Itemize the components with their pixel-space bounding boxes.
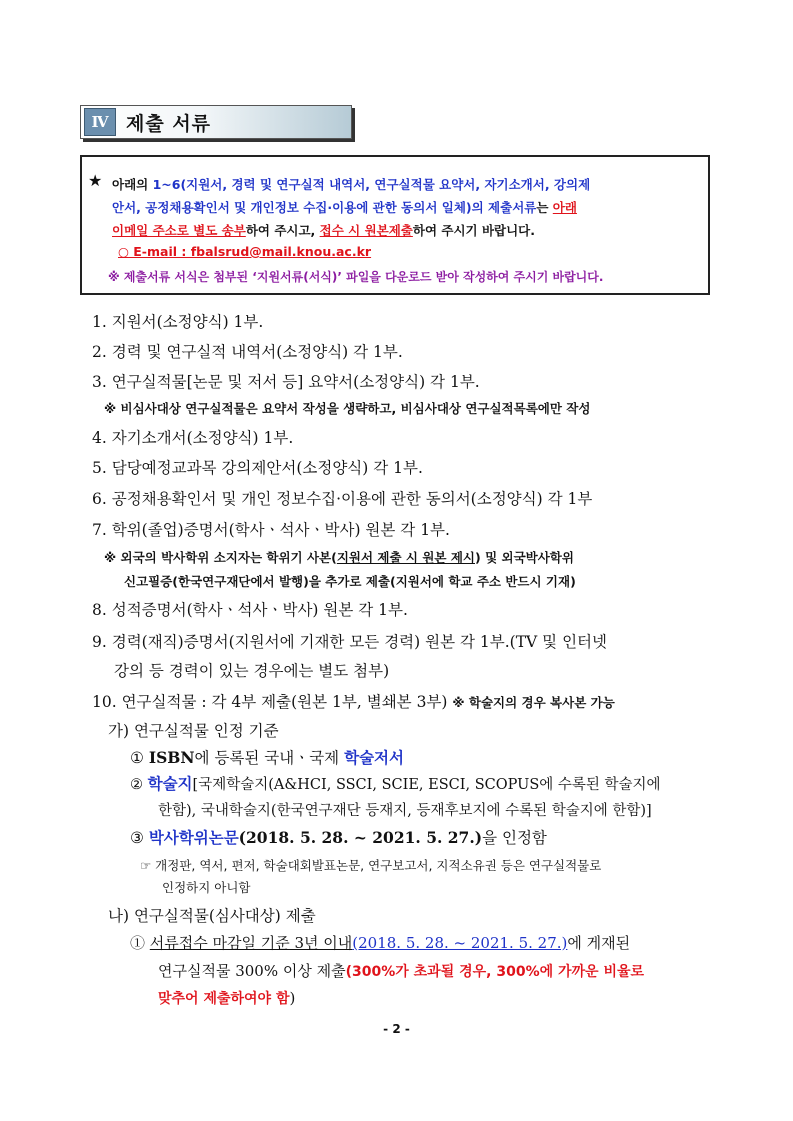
sub-ga-3: ③ 박사학위논문(2018. 5. 28. ~ 2021. 5. 27.)을 인정함 [130,828,547,847]
sub-ga-1: ① ISBN에 등록된 국내ㆍ국제 학술저서 [130,748,404,767]
sub-ga-note-2: 인정하지 아니함 [162,880,251,895]
item-2: 2. 경력 및 연구실적 내역서(소정양식) 각 1부. [92,343,403,361]
item-1: 1. 지원서(소정양식) 1부. [92,313,264,331]
notice-line-2: 안서, 공정채용확인서 및 개인정보 수집·이용에 관한 동의서 일체)의 제출서류는 아래 [112,200,577,215]
sub-na-1-line-3: 맞추어 제출하여야 함) [158,989,296,1007]
form-note: ※ 제출서류 서식은 첨부된 ‘지원서류(서식)’ 파일을 다운로드 받아 작성하여 주시기 바랍니다. [108,270,604,284]
section-number: Ⅳ [84,108,116,136]
item-9-line-1: 9. 경력(재직)증명서(지원서에 기재한 모든 경력) 원본 각 1부.(TV 및 인터넷 [92,633,607,651]
section-header [80,105,352,141]
email-link[interactable]: ○ E-mail : fbalsrud@mail.knou.ac.kr [118,244,372,259]
section-title: 제출 서류 [126,113,212,135]
item-5: 5. 담당예정교과목 강의제안서(소정양식) 각 1부. [92,459,423,477]
sub-na-1-line-1: ① 서류접수 마감일 기준 3년 이내(2018. 5. 28. ~ 2021. 5. 27.)에 게재된 [130,934,631,952]
item-6: 6. 공정채용확인서 및 개인 정보수집·이용에 관한 동의서(소정양식) 각 1부 [92,490,593,508]
item-7-note-2: 신고필증(한국연구재단에서 발행)을 추가로 제출(지원서에 학교 주소 반드시 기재) [124,574,576,589]
sub-na: 나) 연구실적물(심사대상) 제출 [108,907,316,925]
item-8: 8. 성적증명서(학사ㆍ석사ㆍ박사) 원본 각 1부. [92,601,408,619]
sub-ga: 가) 연구실적물 인정 기준 [108,722,279,740]
item-10: 10. 연구실적물 : 각 4부 제출(원본 1부, 별쇄본 3부) ※ 학술지의 경우 복사본 가능 [92,693,615,711]
item-4: 4. 자기소개서(소정양식) 1부. [92,429,294,447]
sub-ga-note-1: ☞ 개정판, 역서, 편저, 학술대회발표논문, 연구보고서, 지적소유권 등은 연구실적물로 [140,858,602,873]
notice-line-3: 이메일 주소로 별도 송부하여 주시고, 접수 시 원본제출하여 주시기 바랍니다. [112,223,536,238]
page-number: - 2 - [383,1022,410,1036]
sub-ga-2-line-1: ② 학술지[국제학술지(A&HCI, SSCI, SCIE, ESCI, SCOPUS에 수록된 학술지에 [130,775,661,793]
item-7-note-1: ※ 외국의 박사학위 소지자는 학위기 사본(지원서 제출 시 원본 제시) 및 외국박사학위 [104,550,574,565]
sub-na-1-line-2: 연구실적물 300% 이상 제출(300%가 초과될 경우, 300%에 가까운 비율로 [158,962,645,980]
item-3-note: ※ 비심사대상 연구실적물은 요약서 작성을 생략하고, 비심사대상 연구실적목록에만 작성 [104,401,591,416]
star-icon: ★ [88,171,103,190]
item-9-line-2: 강의 등 경력이 있는 경우에는 별도 첨부) [114,662,390,680]
section-header-bar [80,105,352,139]
item-3: 3. 연구실적물[논문 및 저서 등] 요약서(소정양식) 각 1부. [92,373,480,391]
notice-line-1: 아래의 1~6(지원서, 경력 및 연구실적 내역서, 연구실적물 요약서, 자기소개서, 강의제 [112,177,591,192]
item-7: 7. 학위(졸업)증명서(학사ㆍ석사ㆍ박사) 원본 각 1부. [92,521,450,539]
notice-box [80,155,710,295]
sub-ga-2-line-2: 한함), 국내학술지(한국연구재단 등재지, 등재후보지에 수록된 학술지에 한함)] [158,803,652,819]
